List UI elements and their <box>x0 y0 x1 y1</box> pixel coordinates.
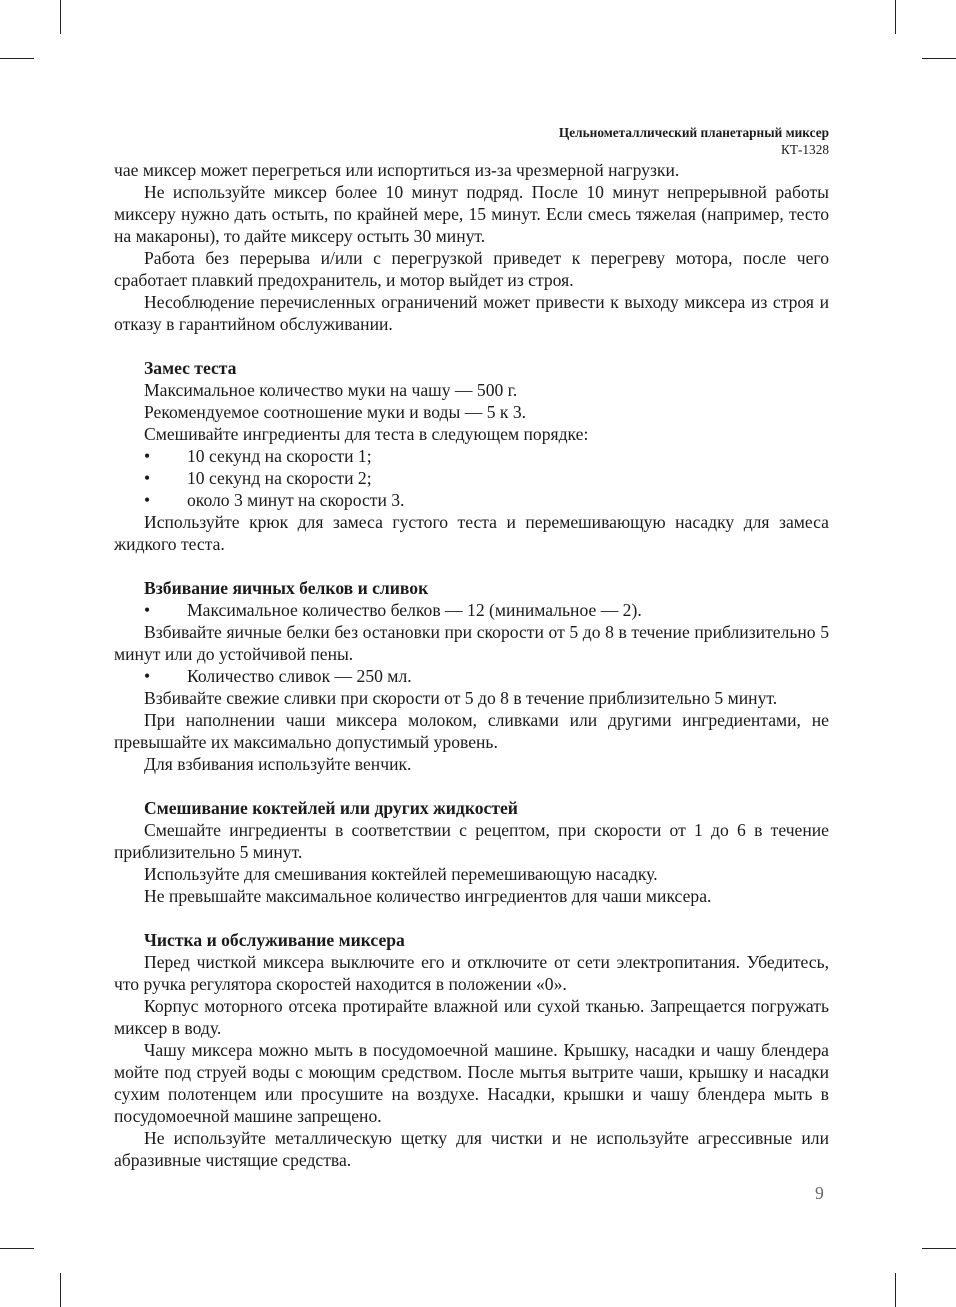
crop-mark-top-right-h <box>922 58 956 59</box>
list-item-text: 10 секунд на скорости 2; <box>187 468 372 488</box>
list-item-text: Максимальное количество белков — 12 (минимальное — 2). <box>187 600 642 620</box>
running-header <box>559 124 829 158</box>
bullet-glyph: • <box>144 446 151 466</box>
paragraph: Перед чисткой миксера выключите его и отключите от сети электропитания. Убедитесь, что ручка регулятора скоростей находится в положении «0». <box>114 952 829 994</box>
section-heading-mixing: Смешивание коктейлей или других жидкостей <box>144 798 518 818</box>
list-item <box>114 489 829 511</box>
paragraph: Смешивайте ингредиенты для теста в следующем порядке: <box>144 424 589 444</box>
header-model: КТ-1328 <box>780 142 829 157</box>
list-item-text: около 3 минут на скорости 3. <box>187 490 405 510</box>
paragraph: Максимальное количество муки на чашу — 500 г. <box>144 380 518 400</box>
dough-speed-list <box>114 445 829 511</box>
paragraph: Рекомендуемое соотношение муки и воды — 5 к 3. <box>144 402 527 422</box>
crop-mark-bottom-left <box>60 1273 61 1307</box>
paragraph: Смешайте ингредиенты в соответствии с рецептом, при скорости от 1 до 6 в течение приблизительно 5 минут. <box>114 820 829 862</box>
paragraph: Взбивайте яичные белки без остановки при скорости от 5 до 8 в течение приблизительно 5 минут или до устойчивой пены. <box>114 622 829 664</box>
page-content <box>114 159 829 1171</box>
crop-mark-top-left <box>60 0 61 34</box>
paragraph: Используйте для смешивания коктейлей перемешивающую насадку. <box>144 864 658 884</box>
list-item <box>114 445 829 467</box>
paragraph: Корпус моторного отсека протирайте влажной или сухой тканью. Запрещается погружать миксер в воду. <box>114 996 829 1038</box>
paragraph: Не используйте металлическую щетку для чистки и не используйте агрессивные или абразивные чистящие средства. <box>114 1128 829 1170</box>
list-item-text: Количество сливок — 250 мл. <box>187 666 412 686</box>
list-item <box>114 665 829 687</box>
paragraph-continuation: чае миксер может перегреться или испортиться из-за чрезмерной нагрузки. <box>114 160 680 180</box>
paragraph: Работа без перерыва и/или с перегрузкой приведет к перегреву мотора, после чего сработает плавкий предохранитель, и мотор выйдет из строя. <box>114 248 829 290</box>
crop-mark-bottom-right-h <box>922 1248 956 1249</box>
bullet-glyph: • <box>144 490 151 510</box>
list-item <box>114 599 829 621</box>
paragraph: Несоблюдение перечисленных ограничений может привести к выходу миксера из строя и отказу в гарантийном обслуживании. <box>114 292 829 334</box>
paragraph: Чашу миксера можно мыть в посудомоечной машине. Крышку, насадки и чашу блендера мойте под струей воды с моющим средством. После мытья вытрите чаши, крышку и насадки сухим полотенцем или просушите на воздухе. Насадки, крышки и чашу блендера мыть в посудомоечной машине запрещено. <box>114 1040 829 1126</box>
crop-mark-bottom-left-h <box>0 1248 34 1249</box>
bullet-glyph: • <box>144 600 151 620</box>
paragraph: Используйте крюк для замеса густого теста и перемешивающую насадку для замеса жидкого теста. <box>114 512 829 554</box>
section-heading-whipping: Взбивание яичных белков и сливок <box>144 578 429 598</box>
paragraph: Не используйте миксер более 10 минут подряд. После 10 минут непрерывной работы миксеру нужно дать остыть, по крайней мере, 15 минут. Если смесь тяжелая (например, тесто на макароны), то дайте миксеру остыть 30 минут. <box>114 182 829 246</box>
page-number: 9 <box>815 1183 824 1203</box>
cream-list <box>114 665 829 687</box>
list-item <box>114 467 829 489</box>
paragraph: Для взбивания используйте венчик. <box>144 754 412 774</box>
bullet-glyph: • <box>144 468 151 488</box>
egg-whites-list <box>114 599 829 621</box>
paragraph: Не превышайте максимальное количество ингредиентов для чаши миксера. <box>144 886 712 906</box>
header-title: Цельнометаллический планетарный миксер <box>558 125 829 140</box>
crop-mark-bottom-right <box>895 1273 896 1307</box>
crop-mark-top-left-h <box>0 58 34 59</box>
section-heading-cleaning: Чистка и обслуживание миксера <box>144 930 405 950</box>
paragraph: Взбивайте свежие сливки при скорости от 5 до 8 в течение приблизительно 5 минут. <box>144 688 778 708</box>
list-item-text: 10 секунд на скорости 1; <box>187 446 372 466</box>
paragraph: При наполнении чаши миксера молоком, сливками или другими ингредиентами, не превышайте их максимально допустимый уровень. <box>114 710 829 752</box>
section-heading-dough: Замес теста <box>144 358 237 378</box>
crop-mark-top-right <box>895 0 896 34</box>
bullet-glyph: • <box>144 666 151 686</box>
